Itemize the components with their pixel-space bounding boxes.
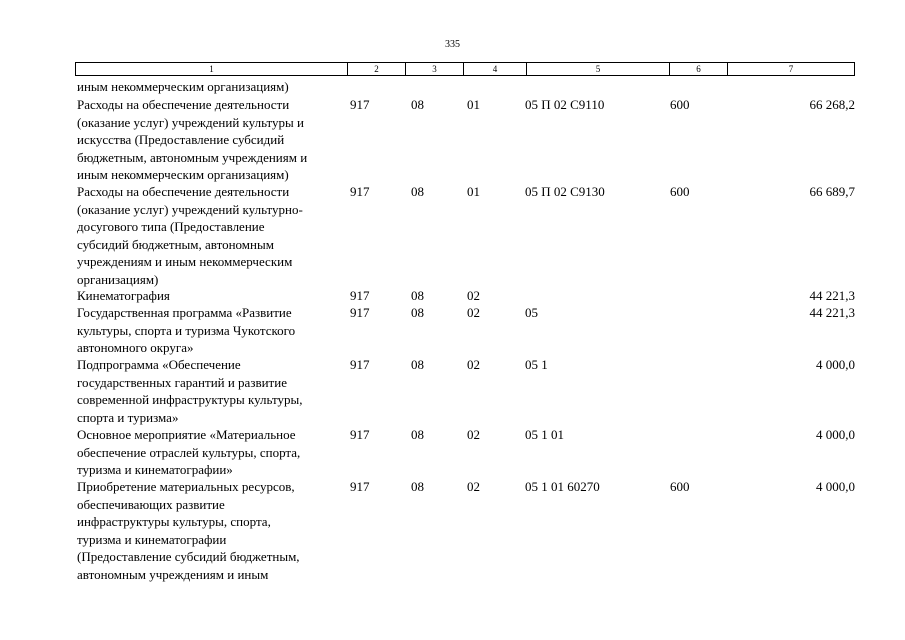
row-name: Государственная программа «Развитие культуры, спорта и туризма Чукотского автономного округа» (77, 305, 296, 355)
header-col-5: 5 (527, 63, 670, 75)
row-expense-type: 600 (670, 479, 690, 494)
header-col-3: 3 (406, 63, 464, 75)
header-col-6: 6 (670, 63, 728, 75)
header-col-4: 4 (464, 63, 527, 75)
row-subsection-code: 02 (467, 427, 480, 442)
row-section-code: 08 (411, 288, 424, 303)
row-amount: 66 268,2 (809, 97, 855, 112)
row-section-code: 08 (411, 184, 424, 199)
row-subsection-code: 02 (467, 305, 480, 320)
row-target-code: 05 (525, 305, 538, 320)
row-ministry-code: 917 (350, 427, 370, 442)
row-target-code: 05 П 02 С9130 (525, 184, 605, 199)
row-target-code: 05 1 01 60270 (525, 479, 600, 494)
row-amount: 44 221,3 (809, 305, 855, 320)
row-section-code: 08 (411, 357, 424, 372)
header-col-2: 2 (348, 63, 406, 75)
row-name: иным некоммерческим организациям) (77, 79, 289, 94)
row-name: Расходы на обеспечение деятельности (оказание услуг) учреждений культуры и искусства (Предоставление субсидий бюджетным, автономным учреждениям и иным некоммерческим организациям) (77, 97, 308, 182)
row-ministry-code: 917 (350, 305, 370, 320)
row-ministry-code: 917 (350, 97, 370, 112)
row-expense-type: 600 (670, 97, 690, 112)
row-expense-type: 600 (670, 184, 690, 199)
page-number: 335 (445, 39, 460, 50)
row-target-code: 05 П 02 С9110 (525, 97, 605, 112)
row-amount: 66 689,7 (809, 184, 855, 199)
row-name: Расходы на обеспечение деятельности (оказание услуг) учреждений культурно- досугового типа (Предоставление субсидий бюджетным, автономным учреждениям и иным некоммерческим организациям) (77, 184, 303, 287)
row-ministry-code: 917 (350, 184, 370, 199)
row-target-code: 05 1 (525, 357, 548, 372)
row-subsection-code: 02 (467, 288, 480, 303)
header-col-1: 1 (76, 63, 348, 75)
row-section-code: 08 (411, 427, 424, 442)
row-target-code: 05 1 01 (525, 427, 564, 442)
row-subsection-code: 01 (467, 184, 480, 199)
row-ministry-code: 917 (350, 357, 370, 372)
row-name: Подпрограмма «Обеспечение государственных гарантий и развитие современной инфраструктуры культуры, спорта и туризма» (77, 357, 303, 425)
row-name: Основное мероприятие «Материальное обеспечение отраслей культуры, спорта, туризма и кинематографии» (77, 427, 301, 477)
row-amount: 4 000,0 (816, 479, 855, 494)
row-section-code: 08 (411, 97, 424, 112)
table-header (75, 62, 855, 76)
row-ministry-code: 917 (350, 288, 370, 303)
row-amount: 4 000,0 (816, 427, 855, 442)
row-ministry-code: 917 (350, 479, 370, 494)
header-col-7: 7 (788, 64, 794, 74)
row-section-code: 08 (411, 305, 424, 320)
row-name: Кинематография (77, 288, 170, 303)
row-subsection-code: 02 (467, 479, 480, 494)
row-amount: 4 000,0 (816, 357, 855, 372)
row-subsection-code: 01 (467, 97, 480, 112)
row-amount: 44 221,3 (809, 288, 855, 303)
row-subsection-code: 02 (467, 357, 480, 372)
row-name: Приобретение материальных ресурсов, обеспечивающих развитие инфраструктуры культуры, спорта, туризма и кинематографии (Предоставление субсидий бюджетным, автономным учреждениям и иным (77, 479, 300, 582)
row-section-code: 08 (411, 479, 424, 494)
